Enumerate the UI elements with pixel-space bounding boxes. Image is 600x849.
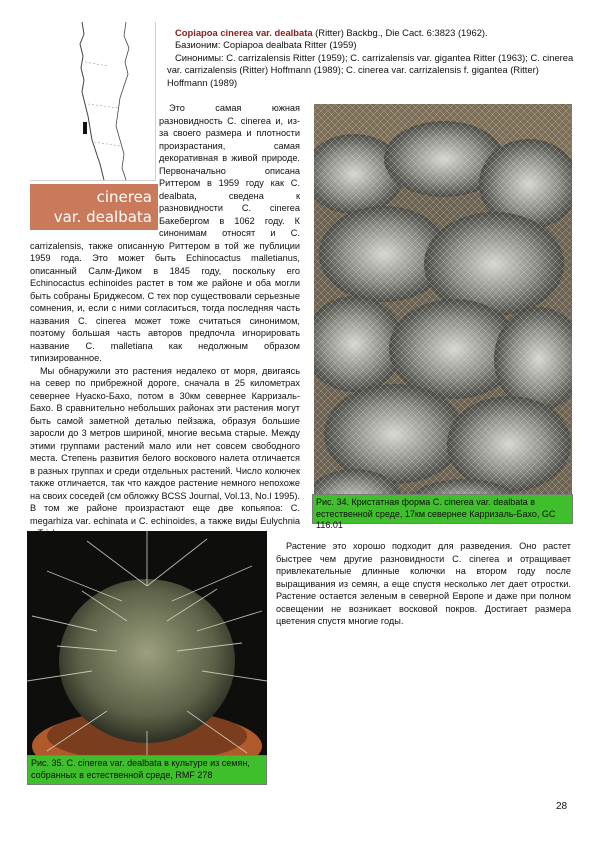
photo-crested-cactus-habitat: [314, 104, 572, 524]
species-name: Copiapoa cinerea var. dealbata: [175, 27, 313, 38]
figure-35-caption: Рис. 35. C. cinerea var. dealbata в культуре из семян, собранных в естественной среде, RMF 278: [27, 755, 267, 785]
taxonomy-header: [167, 27, 575, 89]
banner-line-2: var. dealbata: [53, 208, 152, 226]
paragraph-2: Мы обнаружили это растения недалеко от моря, двигаясь на север по прибрежной дороге, сначала в 25 километрах севернее Нуаско-Бахо, потом в 30км севернее Карризаль-Бахо. В сравнительно небольших районах эти растения могут быть самой заметной деталью пейзажа, образуя большие заросли до 3 метров шириной, многие весьма старые. Между этими группами растений мало или нет совсем свободного места. Степень развития белого воскового налета отличается в разных группах и среди отдельных растений. Число колючек также отличается, так что каждое растение немного непохоже на своих соседей (см обложку BCSS Journal, Vol.13, No.l 1995). В том же районе произрастают еще две копьяпоа: C. megarhiza var. echinata и C. echinoides, а также виды Eulychnia: [30, 365, 300, 526]
banner-line-1: cinerea: [96, 188, 152, 206]
figure-34-caption: Рис. 34. Кристатная форма C. cinerea var. dealbata в естественной среде, 17км севернее Карризаль-Бахо, GC 116.01: [312, 494, 573, 524]
basionym: Базионим: Copiapoa dealbata Ritter (1959): [175, 39, 357, 51]
species-authority: (Ritter) Backbg., Die Cact. 6:3823 (1962).: [315, 27, 488, 38]
main-text-column: [30, 102, 300, 540]
paragraph-1: Это самая южная разновидность C. cinerea и, из-за своего размера и плотности произрастания, самая декоративная в живой природе. Первоначально описана Риттером в 1959 году как C. dealbata, сведена к разновидности C. cinerea Бакебергом в 1062 году. К синонимам относят и C. carrizalensis, также описанную Риттером в той же публиции 1959 года. Это может быть Echinocactus malletianus, описанный Салм-Диком в 1845 году, поскольку его Echinocactus echinoides растет в том же районе и оба могли быть собраны Бриджесом. С тех пор существовали серьезные сомнения, и, если с ними согласиться, тогда последняя часть названия C. cinerea может тоже считаться синонимом, поэтому большая часть авторов предпочла игнорировать название C. malletiana как недолжным образом типизированное.: [30, 103, 300, 363]
synonyms: Синонимы: C. carrizalensis Ritter (1959); C. carrizalensis var. gigantea Ritter (1963); C. cinerea var. carrizalensis (Ritter) Hoffmann (1989); C. cinerea var. carrizalensis f. gigantea (Ritter) Hoffmann (1989): [167, 51, 574, 88]
species-citation: [167, 27, 575, 39]
cultivation-text-column: [276, 540, 571, 628]
photo-cultivated-cactus: [27, 531, 267, 785]
page-number: 28: [556, 801, 568, 812]
banner-wrap-spacer: [30, 102, 159, 232]
paragraph-3: Растение это хорошо подходит для разведения. Оно растет быстрее чем другие разновидности C. cinerea и отращивает привлекательные длинные колючки на втором году после выращивания из семян, а еще спустя несколько лет дает отростки. Растение остается зеленым в северной Европе и даже при полном освещении не возникает восковой покров. Достигает размера цветения спустя многие годы.: [276, 541, 571, 626]
